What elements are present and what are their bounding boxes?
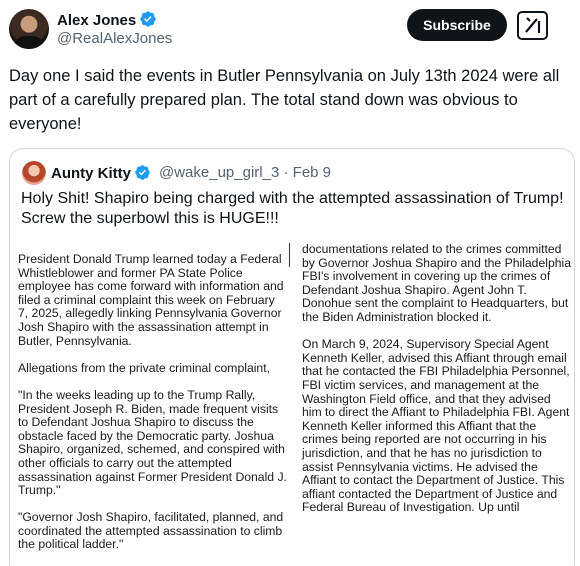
verified-badge-icon [134, 164, 151, 186]
document-left-column [18, 253, 288, 566]
document-paragraph: "Governor Josh Shapiro, facilitated, planned, and coordinated the attempted assassination to climb the political ladder." [18, 510, 284, 552]
quote-date[interactable]: Feb 9 [292, 164, 332, 181]
quote-author-handle[interactable]: @wake_up_girl_3 [159, 164, 280, 181]
quoted-post-card[interactable] [9, 148, 575, 566]
meta-separator: · [283, 164, 289, 181]
author-avatar[interactable] [9, 9, 49, 49]
document-paragraph: Allegations from the private criminal complaint, [18, 360, 270, 375]
column-divider [289, 243, 290, 267]
document-image[interactable] [10, 235, 575, 566]
quote-author-name-row[interactable] [51, 164, 151, 186]
subscribe-button[interactable]: Subscribe [407, 9, 507, 41]
document-right-column [302, 243, 572, 528]
author-name[interactable]: Alex Jones [57, 12, 137, 29]
author-handle[interactable]: @RealAlexJones [57, 30, 173, 47]
quote-meta [159, 164, 331, 182]
document-paragraph: "In the weeks leading up to the Trump Rally, President Joseph R. Biden, made frequent visits to Defendant Joshua Shapiro to discuss the obstacle faced by the Democratic party. Joshua Shapiro, organized, schemed, and conspired with other officials to carry out the attempted assassination against Former President Donald J. Trump." [18, 387, 287, 498]
document-paragraph: documentations related to the crimes committed by Governor Joshua Shapiro and the Philadelphia FBI's involvement in covering up the crimes of Defendant Joshua Shapiro. Agent John T. Donohue sent the complaint to Headquarters, but the Biden Administration blocked it. [302, 242, 571, 324]
quote-author-avatar[interactable] [22, 161, 46, 185]
grok-icon[interactable] [517, 11, 548, 40]
document-paragraph: On March 9, 2024, Supervisory Special Agent Kenneth Keller, advised this Affiant through email that he contacted the FBI Philadelphia Personnel, FBI victim services, and management at the Washington Field office, and that they advised him to direct the Affiant to Philadelphia FBI. Agent Kenneth Keller informed this Affiant that the crimes being reported are not occurring in his jurisdiction, and that he has no jurisdiction to assist Pennsylvania victims. He advised the Affiant to contact the Department of Justice. This affiant contacted the Department of Justice and Federal Bureau of Investigation. Up until [302, 337, 570, 515]
quote-author-name[interactable]: Aunty Kitty [51, 165, 131, 182]
post-header [0, 0, 580, 58]
quote-text: Holy Shit! Shapiro being charged with the attempted assassination of Trump! Screw the superbowl this is HUGE!!! [21, 190, 564, 227]
post-text: Day one I said the events in Butler Pennsylvania on July 13th 2024 were all part of a carefully prepared plan. The total stand down was obvious to everyone! [9, 67, 560, 133]
document-paragraph: President Donald Trump learned today a Federal Whistleblower and former PA State Police employee has come forward with information and filed a criminal complaint this week on February 7, 2025, allegedly linking Pennsylvania Governor Josh Shapiro with the assassination attempt in Butler, Pennsylvania. [18, 252, 284, 348]
